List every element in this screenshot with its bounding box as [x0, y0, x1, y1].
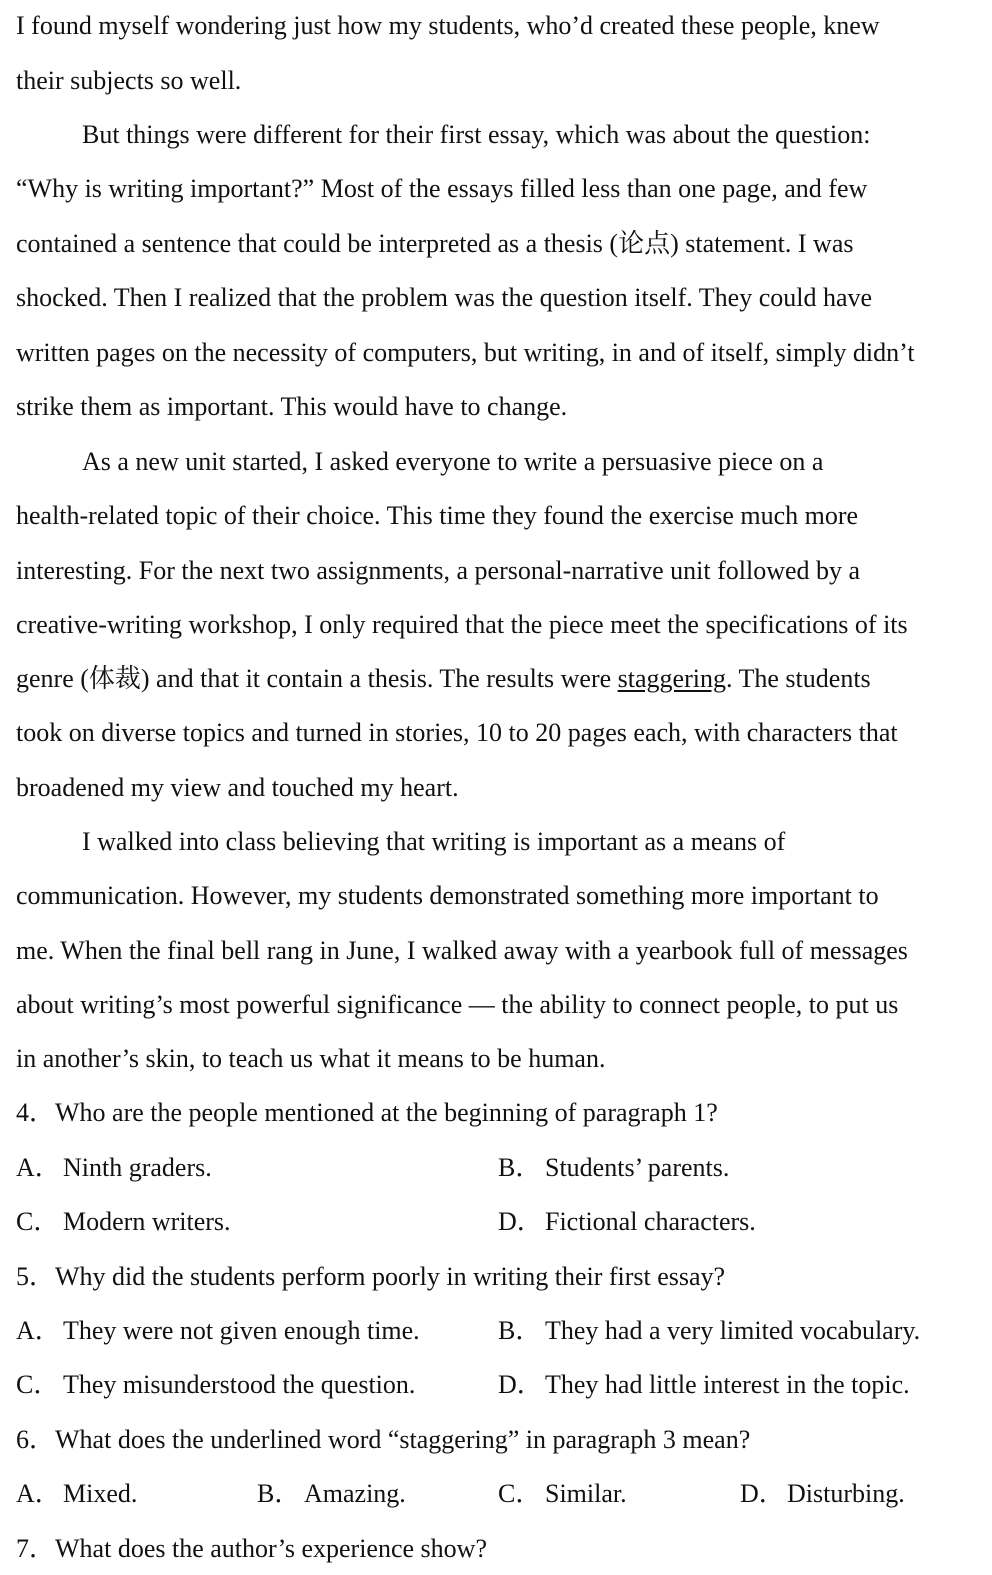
option-text: Disturbing.	[787, 1479, 905, 1508]
option-text: Modern writers.	[63, 1207, 231, 1236]
paragraph-2-line-3: contained a sentence that could be interpreted as a thesis (论点) statement. I was	[16, 229, 854, 258]
paragraph-3-line-4: creative-writing workshop, I only required that the piece meet the specifications of its	[16, 610, 908, 639]
paragraph-3-line-1: As a new unit started, I asked everyone to write a persuasive piece on a	[82, 447, 824, 476]
question-4	[16, 1098, 718, 1128]
option-text: Ninth graders.	[63, 1153, 212, 1182]
q4-option-d[interactable]	[498, 1207, 756, 1237]
option-text: They misunderstood the question.	[63, 1370, 416, 1399]
q5-option-b[interactable]	[498, 1316, 920, 1346]
option-letter: A．	[16, 1479, 61, 1508]
option-text: Fictional characters.	[545, 1207, 756, 1236]
option-letter: A．	[16, 1153, 61, 1182]
q6-option-a[interactable]	[16, 1479, 137, 1509]
option-letter: C．	[16, 1207, 60, 1236]
paragraph-2-line-6: strike them as important. This would have to change.	[16, 392, 568, 421]
option-text: Mixed.	[63, 1479, 138, 1508]
paragraph-4-line-5: in another’s skin, to teach us what it means to be human.	[16, 1044, 606, 1073]
paragraph-3-line-7: broadened my view and touched my heart.	[16, 773, 459, 802]
paragraph-4-line-2: communication. However, my students demonstrated something more important to	[16, 881, 879, 910]
option-text: They had a very limited vocabulary.	[545, 1316, 921, 1345]
question-number: 7．	[16, 1534, 56, 1563]
paragraph-4-line-1: I walked into class believing that writing is important as a means of	[82, 827, 786, 856]
question-7	[16, 1534, 487, 1564]
q6-option-d[interactable]	[740, 1479, 905, 1509]
option-text: Students’ parents.	[545, 1153, 730, 1182]
question-text: What does the underlined word “staggering” in paragraph 3 mean?	[55, 1425, 751, 1454]
paragraph-3-line-3: interesting. For the next two assignments, a personal-narrative unit followed by a	[16, 556, 861, 585]
q5-option-c[interactable]	[16, 1370, 415, 1400]
paragraph-4-line-4: about writing’s most powerful significance — the ability to connect people, to put us	[16, 990, 899, 1019]
option-letter: C．	[498, 1479, 542, 1508]
question-text: Who are the people mentioned at the beginning of paragraph 1?	[55, 1098, 718, 1127]
paragraph-3-line-2: health-related topic of their choice. This time they found the exercise much more	[16, 501, 859, 530]
option-letter: D．	[740, 1479, 785, 1508]
q6-option-c[interactable]	[498, 1479, 627, 1509]
paragraph-3-line-5	[16, 664, 871, 694]
question-number: 5．	[16, 1262, 56, 1291]
underlined-word-staggering: staggering	[617, 664, 726, 693]
option-text: Similar.	[545, 1479, 627, 1508]
paragraph-2-line-2: “Why is writing important?” Most of the essays filled less than one page, and few	[16, 174, 868, 203]
paragraph-3-line-5-before: genre (体裁) and that it contain a thesis. The results were	[16, 664, 618, 693]
q5-option-d[interactable]	[498, 1370, 910, 1400]
question-text: Why did the students perform poorly in writing their first essay?	[55, 1262, 726, 1291]
option-text: Amazing.	[304, 1479, 406, 1508]
q6-option-b[interactable]	[257, 1479, 406, 1509]
paragraph-2-line-4: shocked. Then I realized that the problem was the question itself. They could have	[16, 283, 873, 312]
question-number: 4．	[16, 1098, 56, 1127]
option-letter: A．	[16, 1316, 61, 1345]
paragraph-2-line-1: But things were different for their first essay, which was about the question:	[82, 120, 871, 149]
q5-option-a[interactable]	[16, 1316, 420, 1346]
question-number: 6．	[16, 1425, 56, 1454]
paragraph-3-line-6: took on diverse topics and turned in stories, 10 to 20 pages each, with characters that	[16, 718, 898, 747]
paragraph-1-line-2: their subjects so well.	[16, 66, 242, 95]
option-letter: D．	[498, 1370, 543, 1399]
option-text: They had little interest in the topic.	[545, 1370, 910, 1399]
paragraph-2-line-5: written pages on the necessity of computers, but writing, in and of itself, simply didn’t	[16, 338, 915, 367]
option-letter: D．	[498, 1207, 543, 1236]
option-letter: B．	[257, 1479, 301, 1508]
paragraph-3-line-5-after: . The students	[725, 664, 871, 693]
q4-option-a[interactable]	[16, 1153, 212, 1183]
question-5	[16, 1262, 725, 1292]
paragraph-4-line-3: me. When the final bell rang in June, I walked away with a yearbook full of messages	[16, 936, 908, 965]
option-letter: C．	[16, 1370, 60, 1399]
question-6	[16, 1425, 750, 1455]
option-letter: B．	[498, 1316, 542, 1345]
option-text: They were not given enough time.	[63, 1316, 420, 1345]
paragraph-1-line-1: I found myself wondering just how my students, who’d created these people, knew	[16, 11, 880, 40]
question-text: What does the author’s experience show?	[55, 1534, 487, 1563]
option-letter: B．	[498, 1153, 542, 1182]
q4-option-c[interactable]	[16, 1207, 231, 1237]
q4-option-b[interactable]	[498, 1153, 729, 1183]
